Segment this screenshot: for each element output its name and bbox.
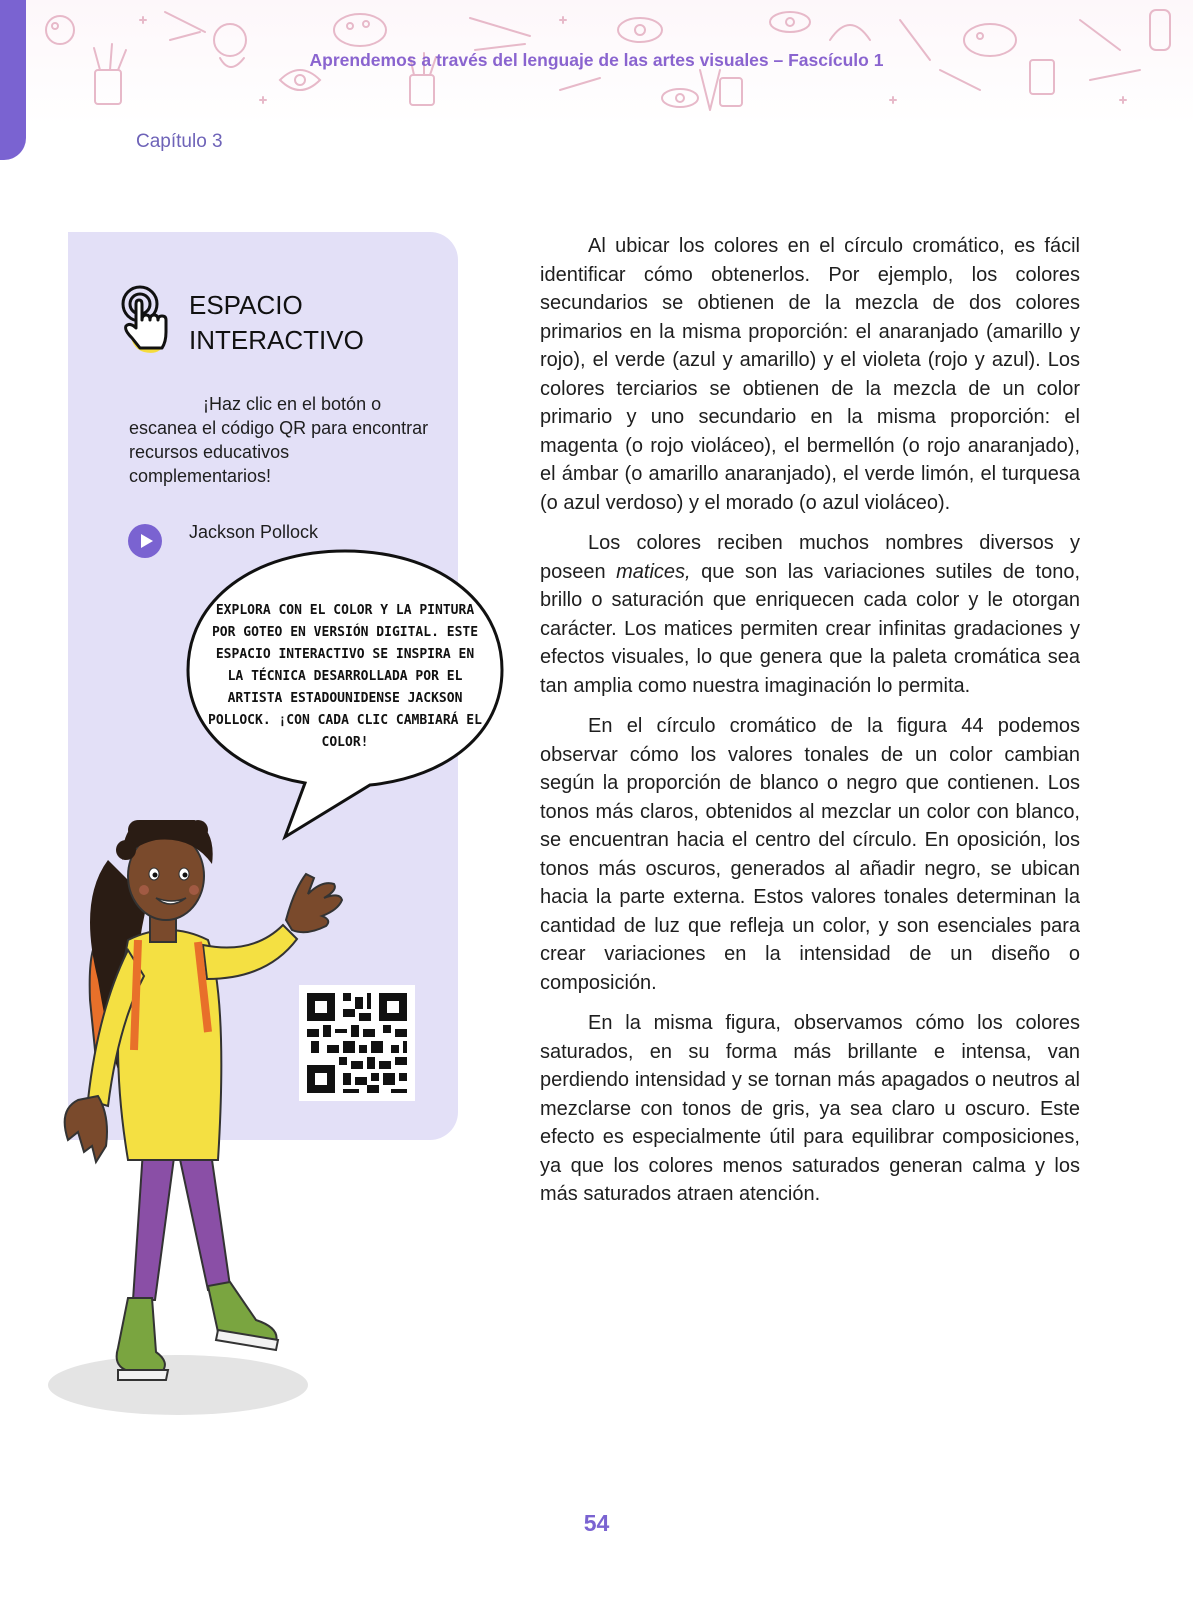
term-matices: matices, [616,560,691,583]
chapter-label: Capítulo 3 [136,131,223,152]
paragraph-2-start: Los colores reciben muchos nombres diversos y poseen [540,532,1080,583]
girl-illustration [38,820,358,1420]
paragraph-2 [540,529,1080,700]
chapter-side-tab [0,0,26,160]
book-title: Aprendemos a través del lenguaje de las artes visuales – Fascículo 1 [309,50,884,70]
panel-title-line2: INTERACTIVO [189,325,364,355]
panel-title-line1: ESPACIO [189,290,303,320]
paragraph-2-end: que son las variaciones sutiles de tono, brillo o saturación que enriquecen cada color y le otorgan carácter. Los matices permiten crear infinitas gradaciones y efectos visuales, lo que genera que la paleta cromática sea tan amplia como nuestra imaginación lo permita. [540,560,1080,697]
panel-title [189,288,439,358]
hand-click-icon [116,284,174,354]
main-text [540,232,1080,1221]
paragraph-3: En el círculo cromático de la figura 44 podemos observar cómo los valores tonales de un color cambian según la proporción de blanco o negro que contienen. Los tonos más claros, obtenidos al mezclar un color con blanco, se encuentran hacia el centro del círculo. En oposición, los tonos más oscuros, generados al añadir negro, se ubican hacia la parte externa. Estos valores tonales determinan la cantidad de luz que refleja un color, y son esenciales para crear variaciones en la intensidad de un diseño o composición. [540,715,1080,994]
panel-instructions: ¡Haz clic en el botón o escanea el código QR para encontrar recursos educativos complementarios! [129,394,429,486]
paragraph-4: En la misma figura, observamos cómo los colores saturados, en su forma más brillante e intensa, van perdiendo intensidad y se tornan más apagados o neutros al mezclarse con tonos de gris, ya sea claro u oscuro. Este efecto es especialmente útil para equilibrar composiciones, ya que los colores menos saturados generan calma y los más saturados atraen atención. [540,1012,1080,1205]
paragraph-1: Al ubicar los colores en el círculo cromático, es fácil identificar cómo obtenerlos. Por ejemplo, los colores secundarios se obtienen de la mezcla de dos colores primarios en la misma proporción: el anaranjado (amarillo y rojo), el verde (azul y amarillo) y el violeta (rojo y azul). Los colores terciarios se obtienen de la mezcla de un color primario y uno secundario en la misma proporción: el magenta (o rojo violáceo), el bermellón (o rojo anaranjado), el ámbar (o amarillo anaranjado), el verde limón, el turquesa (o azul verdoso) y el morado (o azul violáceo). [540,235,1080,514]
page-number: 54 [583,1510,610,1536]
play-icon[interactable] [128,524,162,558]
speech-bubble-text: EXPLORA CON EL COLOR Y LA PINTURA POR GOTEO EN VERSIÓN DIGITAL. ESTE ESPACIO INTERACTIVO SE INSPIRA EN LA TÉCNICA DESARROLLADA POR EL ARTISTA ESTADOUNIDENSE JACKSON POLLOCK. ¡CON CADA CLIC CAMBIARÁ EL COLOR! [208,603,482,750]
jackson-pollock-link[interactable]: Jackson Pollock [189,522,319,542]
qr-code[interactable] [299,985,415,1101]
